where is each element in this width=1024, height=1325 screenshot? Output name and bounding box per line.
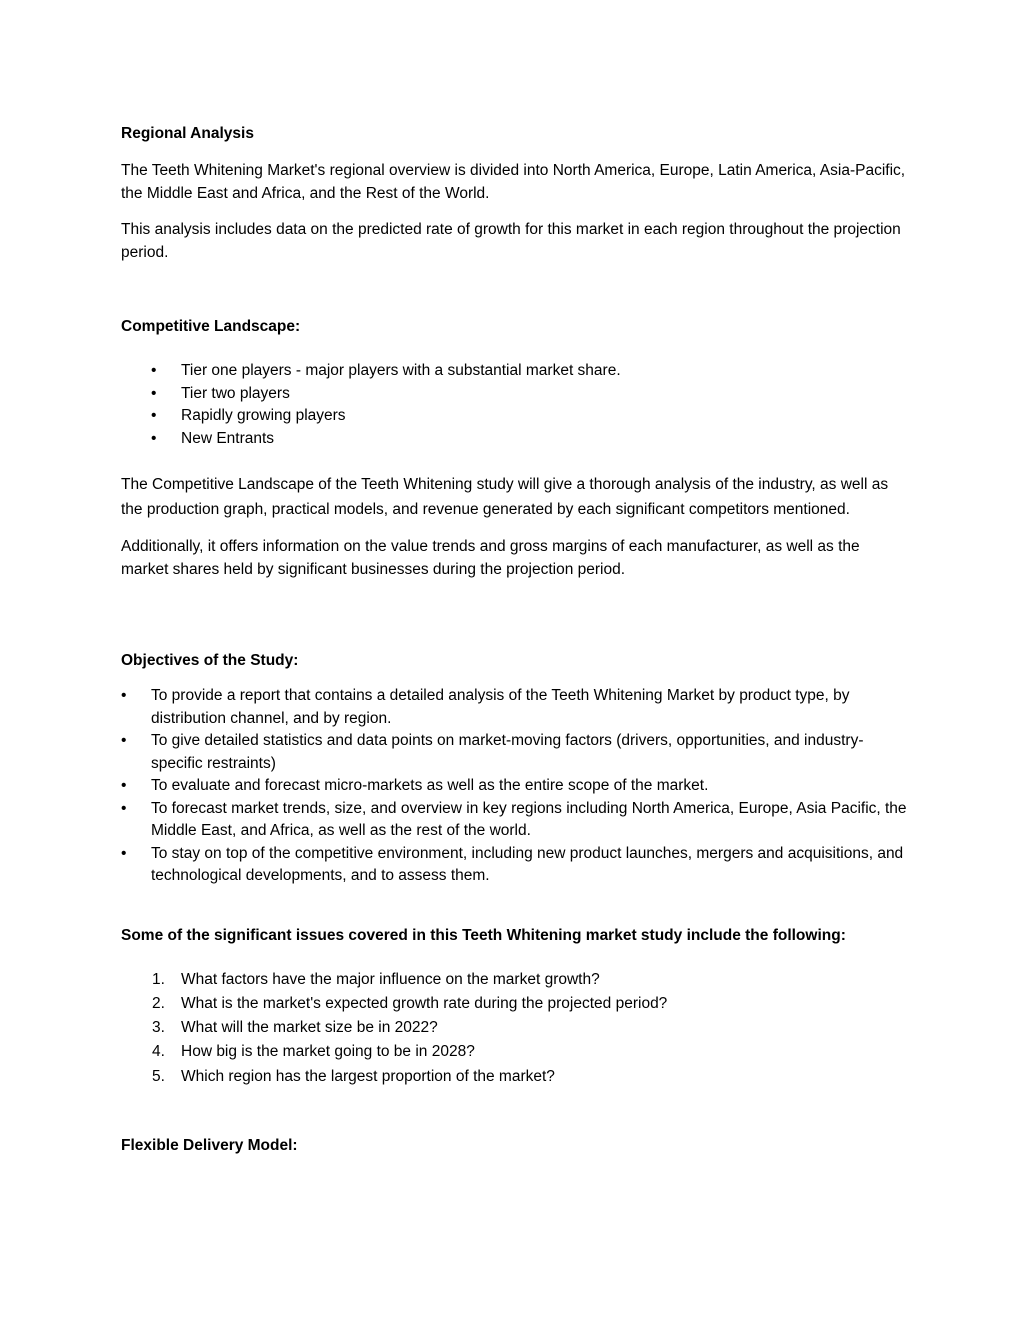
page-content (121, 122, 911, 1157)
list-item-text: How big is the market going to be in 2028? (181, 1043, 475, 1061)
bullet-icon: • (121, 777, 127, 794)
objectives-list (121, 685, 911, 888)
list-item-text: To forecast market trends, size, and overview in key regions including North America, Europe, Asia Pacific, the Middle East, and Africa, as well as the rest of the world. (151, 799, 907, 839)
list-item (121, 992, 911, 1016)
regional-paragraph: This analysis includes data on the predicted rate of growth for this market in each region throughout the projection period. (121, 221, 901, 261)
list-number: 1. (152, 970, 165, 988)
list-number: 5. (152, 1067, 165, 1085)
list-item-text: New Entrants (181, 429, 275, 447)
competitive-landscape-heading: Competitive Landscape: (121, 318, 301, 335)
bullet-icon: • (121, 732, 127, 749)
list-item (121, 1040, 911, 1064)
list-item-text: To provide a report that contains a detailed analysis of the Teeth Whitening Market by product type, by distribution channel, and by region. (151, 687, 850, 727)
list-item-text: To stay on top of the competitive environment, including new product launches, mergers and acquisitions, and technological developments, and to assess them. (151, 844, 904, 884)
list-item (121, 1016, 911, 1040)
list-number: 2. (152, 994, 165, 1012)
competitive-bullet-list (121, 360, 911, 450)
list-item (121, 383, 911, 406)
list-item (121, 428, 911, 451)
list-item (121, 775, 911, 798)
list-item (121, 843, 911, 888)
list-number: 4. (152, 1043, 165, 1061)
flexible-delivery-heading: Flexible Delivery Model: (121, 1136, 298, 1154)
regional-analysis-heading: Regional Analysis (121, 125, 254, 142)
bullet-icon: • (151, 384, 157, 402)
regional-paragraph: The Teeth Whitening Market's regional overview is divided into North America, Europe, Latin America, Asia-Pacific, the Middle East and Africa, and the Rest of the World. (121, 162, 906, 202)
bullet-icon: • (121, 687, 127, 704)
issues-heading: Some of the significant issues covered in this Teeth Whitening market study include the following: (121, 926, 846, 944)
bullet-icon: • (151, 407, 157, 424)
bullet-icon: • (121, 799, 127, 817)
list-item-text: What factors have the major influence on the market growth? (181, 970, 600, 988)
list-item (121, 1065, 911, 1089)
list-item (121, 685, 911, 730)
list-item-text: What is the market's expected growth rate during the projected period? (181, 994, 668, 1012)
bullet-icon: • (121, 844, 127, 862)
list-item (121, 405, 911, 428)
list-item-text: What will the market size be in 2022? (181, 1019, 438, 1037)
list-item-text: Tier one players - major players with a substantial market share. (181, 362, 621, 379)
list-item (121, 798, 911, 843)
list-item-text: Which region has the largest proportion of the market? (181, 1067, 555, 1085)
list-item (121, 730, 911, 775)
list-item (121, 968, 911, 992)
competitive-paragraph: Additionally, it offers information on the value trends and gross margins of each manufacturer, as well as the market shares held by significant businesses during the projection period. (121, 538, 860, 578)
list-item-text: Rapidly growing players (181, 407, 346, 424)
list-number: 3. (152, 1019, 165, 1037)
bullet-icon: • (151, 429, 157, 447)
list-item (121, 360, 911, 383)
list-item-text: To give detailed statistics and data points on market-moving factors (drivers, opportunities, and industry-specific restraints) (151, 732, 864, 772)
list-item-text: To evaluate and forecast micro-markets as well as the entire scope of the market. (151, 777, 709, 794)
list-item-text: Tier two players (181, 384, 290, 402)
objectives-heading: Objectives of the Study: (121, 652, 299, 669)
bullet-icon: • (151, 362, 157, 379)
competitive-paragraph: The Competitive Landscape of the Teeth Whitening study will give a thorough analysis of the industry, as well as the production graph, practical models, and revenue generated by each significant competitors mentioned. (121, 476, 889, 518)
issues-numbered-list (121, 968, 911, 1089)
